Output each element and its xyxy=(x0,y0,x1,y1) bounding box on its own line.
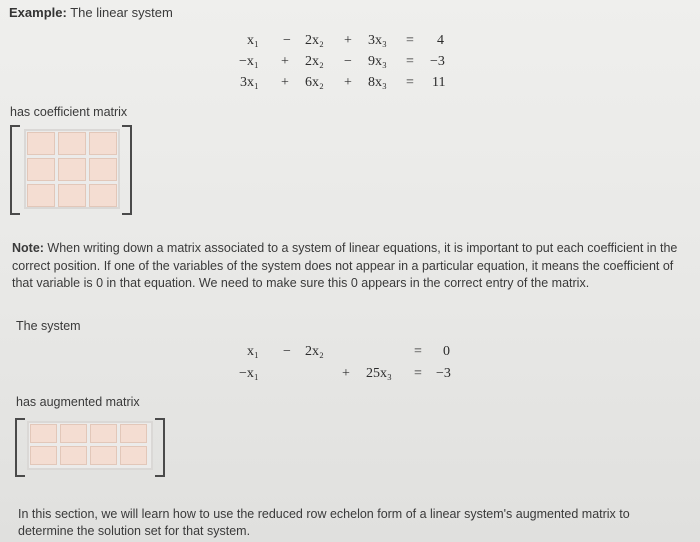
operator: − xyxy=(283,344,291,359)
term: 9x₃ xyxy=(368,54,387,69)
constant: −3 xyxy=(436,366,451,381)
term: 6x₂ xyxy=(305,75,324,90)
constant: −3 xyxy=(430,54,445,69)
operator: + xyxy=(342,366,350,381)
operator: − xyxy=(283,33,291,48)
matrix-cell-r1c2[interactable] xyxy=(60,424,87,443)
term: x₁ xyxy=(247,344,259,359)
augmented-matrix xyxy=(15,418,165,476)
matrix-cell-r1c1[interactable] xyxy=(30,424,57,443)
matrix-cell-r2c2[interactable] xyxy=(60,446,87,465)
note-text: When writing down a matrix associated to a system of linear equations, it is important to put each coefficient in the correct position. If one of the variables of the system does not appear in a particular equation, it means the coefficient of that variable is 0 in that equation. We need to make sure this 0 appears in the correct entry of the matrix. xyxy=(12,241,678,290)
equals: = xyxy=(414,344,422,359)
augmented-matrix-label: has augmented matrix xyxy=(16,395,140,409)
constant: 11 xyxy=(432,75,446,90)
term: −x₁ xyxy=(239,54,259,69)
equals: = xyxy=(406,54,414,69)
augmented-grid xyxy=(30,424,147,465)
matrix-cell-r1c4[interactable] xyxy=(120,424,147,443)
example-label: Example: xyxy=(9,5,67,20)
operator: + xyxy=(281,75,289,90)
term: −x₁ xyxy=(239,366,259,381)
constant: 0 xyxy=(443,344,450,359)
matrix-cell-r2c4[interactable] xyxy=(120,446,147,465)
matrix-cell-r2c1[interactable] xyxy=(30,446,57,465)
right-bracket xyxy=(155,418,165,477)
matrix-cell-r1c3[interactable] xyxy=(90,424,117,443)
operator: + xyxy=(344,33,352,48)
system-label: The system xyxy=(16,319,81,333)
equals: = xyxy=(406,75,414,90)
operator: + xyxy=(344,75,352,90)
term: 3x₃ xyxy=(368,33,387,48)
operator: − xyxy=(344,54,352,69)
note-label: Note: xyxy=(12,241,44,255)
term: 2x₂ xyxy=(305,54,324,69)
matrix-cell-r2c3[interactable] xyxy=(90,446,117,465)
constant: 4 xyxy=(437,33,444,48)
term: 3x₁ xyxy=(240,75,259,90)
equals: = xyxy=(414,366,422,381)
term: 25x₃ xyxy=(366,366,392,381)
left-bracket xyxy=(15,418,25,477)
operator: + xyxy=(281,54,289,69)
term: x₁ xyxy=(247,33,259,48)
coefficient-matrix-label: has coefficient matrix xyxy=(10,105,128,119)
equals: = xyxy=(406,33,414,48)
term: 2x₂ xyxy=(305,33,324,48)
term: 2x₂ xyxy=(305,344,324,359)
footer-paragraph: In this section, we will learn how to use the reduced row echelon form of a linear system's augmented matrix to determine the solution set for that system. xyxy=(18,507,630,538)
example-title-text: The linear system xyxy=(66,5,173,20)
term: 8x₃ xyxy=(368,75,387,90)
